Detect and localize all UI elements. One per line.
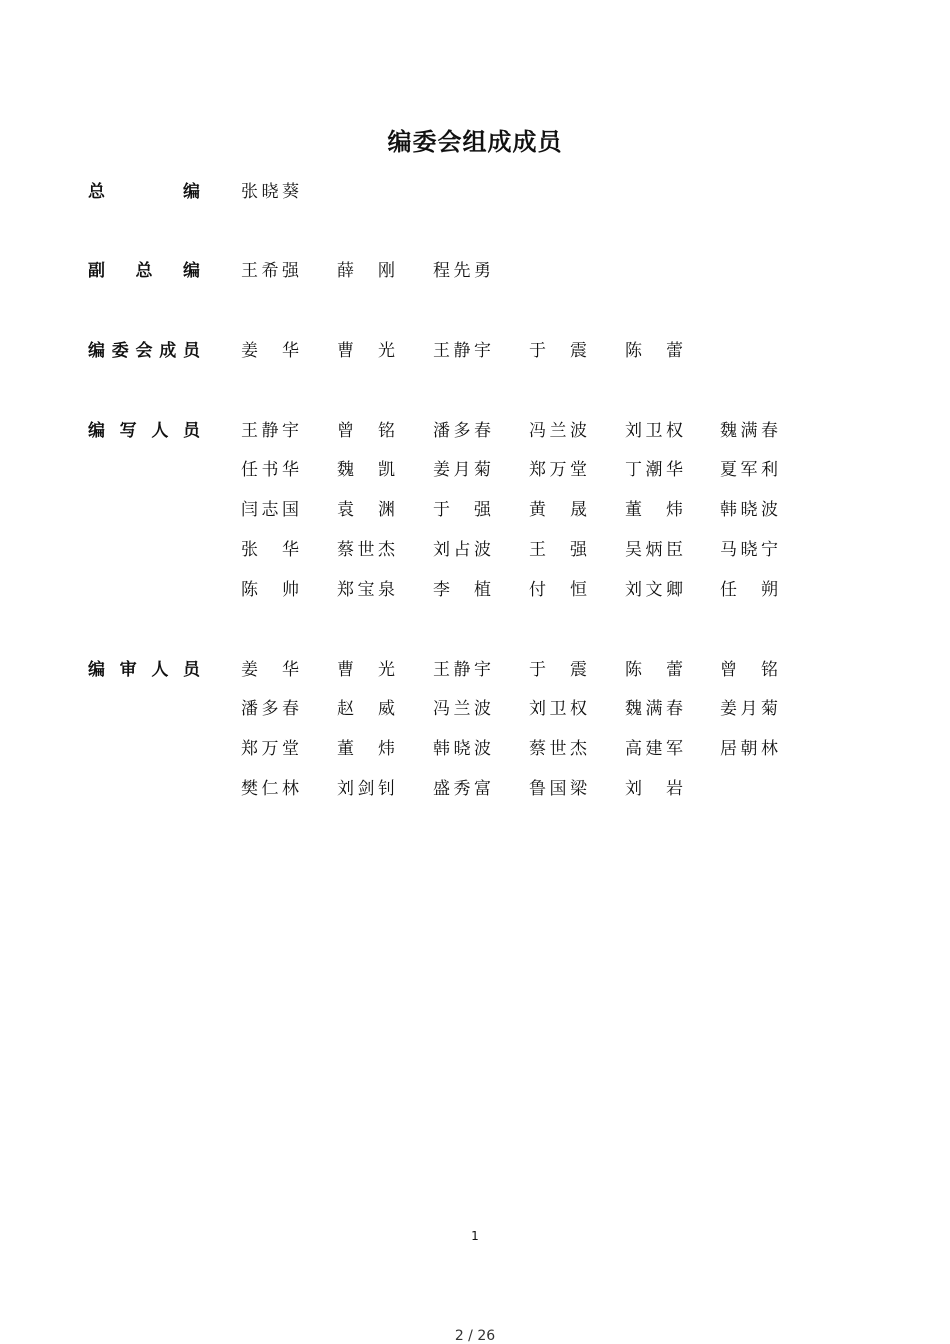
member-name: 郑万堂 [529,460,587,480]
member-name: 王强 [529,540,587,560]
member-name: 潘多春 [433,421,491,441]
member-name: 姜月菊 [720,699,778,719]
member-name: 吴炳臣 [625,540,683,560]
member-name: 郑宝泉 [337,580,395,600]
member-name: 刘占波 [433,540,491,560]
member-name: 刘岩 [625,779,683,799]
viewer-page-indicator: 2 / 26 [454,1328,496,1344]
member-name: 程先勇 [433,261,491,281]
member-name: 盛秀富 [433,779,491,799]
member-name: 魏满春 [720,421,778,441]
member-name: 刘卫权 [625,421,683,441]
member-name: 刘剑钊 [337,779,395,799]
member-name: 鲁国梁 [529,779,587,799]
member-name: 闫志国 [241,500,299,520]
member-name: 陈蕾 [625,660,683,680]
page-title: 编委会组成成员 [387,127,563,156]
member-name: 韩晓波 [433,739,491,759]
member-name: 马晓宁 [720,540,778,560]
member-name: 王静宇 [433,341,491,361]
member-name: 袁渊 [337,500,395,520]
member-name: 高建军 [625,739,683,759]
member-name: 王希强 [241,261,299,281]
member-name: 任朔 [720,580,778,600]
member-name: 薛刚 [337,261,395,281]
member-name: 曹光 [337,660,395,680]
member-name: 蔡世杰 [529,739,587,759]
member-name: 刘文卿 [625,580,683,600]
member-name: 丁潮华 [625,460,683,480]
member-name: 于震 [529,660,587,680]
member-name: 于震 [529,341,587,361]
member-name: 冯兰波 [529,421,587,441]
member-name: 李植 [433,580,491,600]
section-label: 编委会成员 [88,341,200,361]
member-name: 张晓葵 [241,182,299,202]
section-label: 副总编 [88,261,200,281]
member-name: 赵威 [337,699,395,719]
member-name: 王静宇 [433,660,491,680]
member-name: 曾铭 [337,421,395,441]
member-name: 董炜 [625,500,683,520]
member-name: 韩晓波 [720,500,778,520]
member-name: 王静宇 [241,421,299,441]
member-name: 姜月菊 [433,460,491,480]
page-number: 1 [471,1229,479,1243]
member-name: 夏军利 [720,460,778,480]
member-name: 蔡世杰 [337,540,395,560]
member-name: 居朝林 [720,739,778,759]
member-name: 樊仁林 [241,779,299,799]
section-label: 编写人员 [88,421,200,441]
member-name: 陈帅 [241,580,299,600]
member-name: 张华 [241,540,299,560]
member-name: 付恒 [529,580,587,600]
member-name: 曹光 [337,341,395,361]
member-name: 郑万堂 [241,739,299,759]
member-name: 魏满春 [625,699,683,719]
member-name: 董炜 [337,739,395,759]
member-name: 于强 [433,500,491,520]
section-label: 编审人员 [88,660,200,680]
member-name: 曾铭 [720,660,778,680]
section-label: 总编 [88,182,200,202]
member-name: 冯兰波 [433,699,491,719]
member-name: 潘多春 [241,699,299,719]
member-name: 刘卫权 [529,699,587,719]
member-name: 黄晟 [529,500,587,520]
member-name: 姜华 [241,660,299,680]
member-name: 陈蕾 [625,341,683,361]
member-name: 任书华 [241,460,299,480]
member-name: 魏凯 [337,460,395,480]
member-name: 姜华 [241,341,299,361]
